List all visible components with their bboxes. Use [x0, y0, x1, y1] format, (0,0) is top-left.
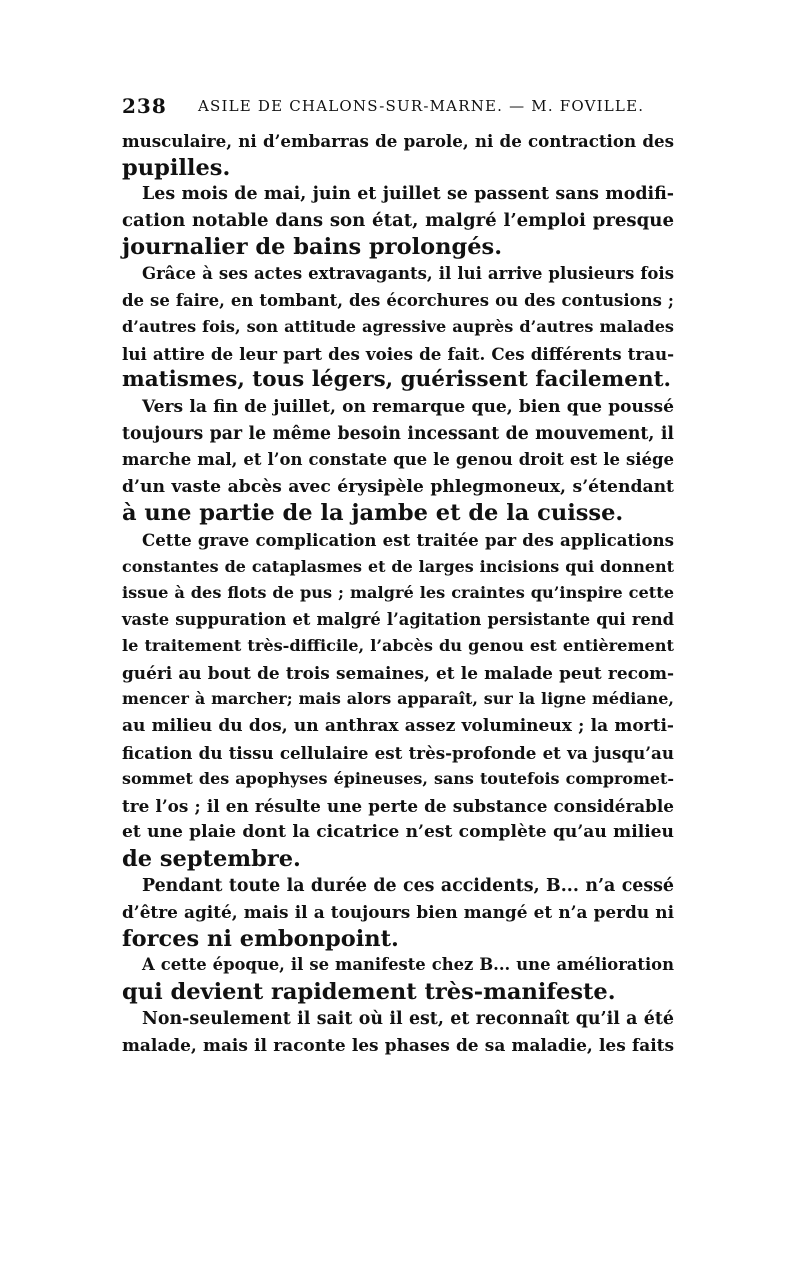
text-line: vaste suppuration et malgré l’agitation persistante qui rend [122, 609, 674, 629]
body-text [122, 128, 674, 1059]
text-line: au milieu du dos, un anthrax assez volumineux ; la morti- [122, 716, 674, 737]
text-line: cation notable dans son état, malgré l’emploi presque [122, 209, 674, 231]
text-line: malade, mais il raconte les phases de sa maladie, les faits [122, 1035, 674, 1056]
text-line: d’autres fois, son attitude agressive auprès d’autres malades [122, 317, 674, 337]
text-line: Pendant toute la durée de ces accidents, B... n’a cessé [142, 875, 674, 896]
text-line: Grâce à ses actes extravagants, il lui arrive plusieurs fois [142, 263, 674, 283]
text-line: qui devient rapidement très-manifeste. [122, 979, 616, 1005]
text-line: Vers la fin de juillet, on remarque que, bien que poussé [142, 396, 674, 417]
text-line: tre l’os ; il en résulte une perte de substance considérable [122, 795, 674, 816]
text-line: issue à des flots de pus ; malgré les craintes qu’inspire cette [122, 583, 674, 603]
text-line: fication du tissu cellulaire est très-profonde et va jusqu’au [122, 742, 674, 763]
text-line: forces ni embonpoint. [122, 925, 399, 952]
text-line: musculaire, ni d’embarras de parole, ni de contraction des [122, 131, 674, 151]
text-line: d’un vaste abcès avec érysipèle phlegmoneux, s’étendant [122, 476, 674, 497]
text-line: A cette époque, il se manifeste chez B... une amélioration [142, 955, 674, 975]
text-line: lui attire de leur part des voies de fait. Ces différents trau- [122, 343, 674, 364]
text-line: à une partie de la jambe et de la cuisse. [122, 500, 624, 527]
text-line: Cette grave complication est traitée par des applications [142, 529, 674, 550]
text-line: de se faire, en tombant, des écorchures ou des contusions ; [122, 290, 674, 310]
text-line: et une plaie dont la cicatrice n’est complète qu’au milieu [122, 822, 674, 843]
text-line: Non-seulement il sait où il est, et reconnaît qu’il a été [142, 1008, 674, 1029]
text-line: constantes de cataplasmes et de larges incisions qui donnent [122, 556, 674, 576]
text-line: mencer à marcher; mais alors apparaît, sur la ligne médiane, [122, 689, 674, 709]
text-line: marche mal, et l’on constate que le genou droit est le siége [122, 450, 674, 470]
text-line: pupilles. [122, 154, 231, 181]
text-line: matismes, tous légers, guérissent facilement. [122, 367, 671, 393]
running-head: ASILE DE CHALONS-SUR-MARNE. — M. FOVILLE. [198, 97, 645, 115]
text-line: guéri au bout de trois semaines, et le malade peut recom- [122, 662, 674, 683]
text-line: de septembre. [122, 846, 301, 873]
text-line: le traitement très-difficile, l’abcès du genou est entièrement [122, 636, 674, 656]
text-line: Les mois de mai, juin et juillet se passent sans modifi- [142, 184, 674, 205]
page-header [122, 94, 682, 124]
text-line: journalier de bains prolongés. [122, 234, 503, 261]
text-line: d’être agité, mais il a toujours bien mangé et n’a perdu ni [122, 902, 674, 923]
text-line: sommet des apophyses épineuses, sans toutefois compromet- [122, 769, 674, 789]
text-line: toujours par le même besoin incessant de mouvement, il [122, 423, 674, 444]
page-number: 238 [122, 94, 167, 118]
